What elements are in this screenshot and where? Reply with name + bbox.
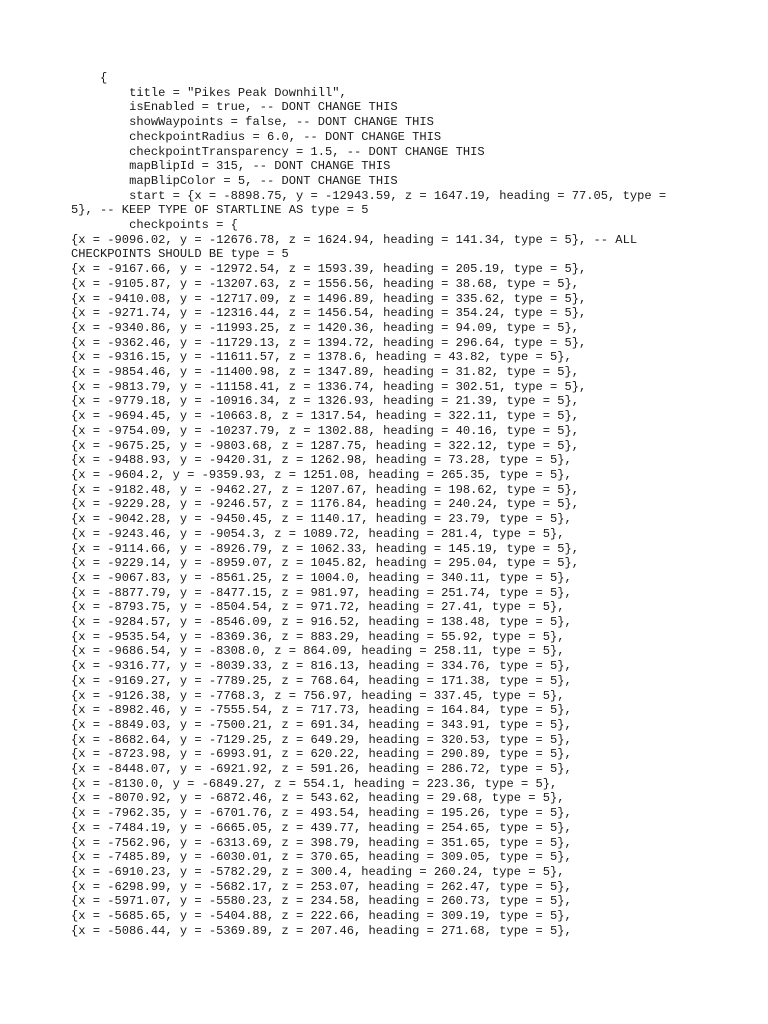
code-line: {x = -9126.38, y = -7768.3, z = 756.97, heading = 337.45, type = 5}, (71, 688, 565, 703)
code-line: mapBlipColor = 5, -- DONT CHANGE THIS (71, 173, 398, 188)
code-line: {x = -9488.93, y = -9420.31, z = 1262.98, heading = 73.28, type = 5}, (71, 453, 572, 468)
code-line: {x = -8793.75, y = -8504.54, z = 971.72, heading = 27.41, type = 5}, (71, 600, 565, 615)
code-line: isEnabled = true, -- DONT CHANGE THIS (71, 100, 398, 115)
code-line: {x = -8130.0, y = -6849.27, z = 554.1, heading = 223.36, type = 5}, (71, 776, 558, 791)
code-line: {x = -7484.19, y = -6665.05, z = 439.77, heading = 254.65, type = 5}, (71, 820, 572, 835)
code-line: {x = -9410.08, y = -12717.09, z = 1496.89, heading = 335.62, type = 5}, (71, 291, 587, 306)
code-line: {x = -9169.27, y = -7789.25, z = 768.64, heading = 171.38, type = 5}, (71, 673, 572, 688)
code-line: checkpointTransparency = 1.5, -- DONT CHANGE THIS (71, 144, 485, 159)
code-line: {x = -9779.18, y = -10916.34, z = 1326.93, heading = 21.39, type = 5}, (71, 394, 580, 409)
code-line: {x = -9114.66, y = -8926.79, z = 1062.33, heading = 145.19, type = 5}, (71, 541, 580, 556)
code-line: mapBlipId = 315, -- DONT CHANGE THIS (71, 159, 391, 174)
code-line: {x = -5971.07, y = -5580.23, z = 234.58, heading = 260.73, type = 5}, (71, 894, 572, 909)
code-line: {x = -7562.96, y = -6313.69, z = 398.79, heading = 351.65, type = 5}, (71, 835, 572, 850)
code-line: {x = -9675.25, y = -9803.68, z = 1287.75, heading = 322.12, type = 5}, (71, 438, 580, 453)
code-line: {x = -9362.46, y = -11729.13, z = 1394.72, heading = 296.64, type = 5}, (71, 335, 587, 350)
code-line: checkpointRadius = 6.0, -- DONT CHANGE THIS (71, 129, 442, 144)
code-line: {x = -9229.14, y = -8959.07, z = 1045.82, heading = 295.04, type = 5}, (71, 556, 580, 571)
code-line: {x = -8682.64, y = -7129.25, z = 649.29, heading = 320.53, type = 5}, (71, 732, 572, 747)
code-line: {x = -7485.89, y = -6030.01, z = 370.65, heading = 309.05, type = 5}, (71, 850, 572, 865)
code-line: {x = -8723.98, y = -6993.91, z = 620.22, heading = 290.89, type = 5}, (71, 747, 572, 762)
code-line: {x = -8877.79, y = -8477.15, z = 981.97, heading = 251.74, type = 5}, (71, 585, 572, 600)
code-line: {x = -9340.86, y = -11993.25, z = 1420.36, heading = 94.09, type = 5}, (71, 320, 580, 335)
code-line: showWaypoints = false, -- DONT CHANGE THIS (71, 115, 434, 130)
code-line: {x = -9167.66, y = -12972.54, z = 1593.39, heading = 205.19, type = 5}, (71, 262, 587, 277)
code-line: {x = -8849.03, y = -7500.21, z = 691.34, heading = 343.91, type = 5}, (71, 717, 572, 732)
code-line: {x = -9813.79, y = -11158.41, z = 1336.74, heading = 302.51, type = 5}, (71, 379, 587, 394)
code-line: start = {x = -8898.75, y = -12943.59, z = 1647.19, heading = 77.05, type = 5}, -- KEEP TYPE OF STARTLINE AS type = 5 (71, 188, 674, 218)
code-line: {x = -9182.48, y = -9462.27, z = 1207.67, heading = 198.62, type = 5}, (71, 482, 580, 497)
code-line: {x = -9535.54, y = -8369.36, z = 883.29, heading = 55.92, type = 5}, (71, 629, 565, 644)
code-line: {x = -9694.45, y = -10663.8, z = 1317.54, heading = 322.11, type = 5}, (71, 409, 580, 424)
code-line: {x = -8070.92, y = -6872.46, z = 543.62, heading = 29.68, type = 5}, (71, 791, 565, 806)
code-line: {x = -9042.28, y = -9450.45, z = 1140.17, heading = 23.79, type = 5}, (71, 512, 572, 527)
code-line: {x = -5086.44, y = -5369.89, z = 207.46, heading = 271.68, type = 5}, (71, 923, 572, 938)
code-document (71, 71, 695, 938)
code-line: {x = -9604.2, y = -9359.93, z = 1251.08, heading = 265.35, type = 5}, (71, 467, 572, 482)
code-line: {x = -9316.15, y = -11611.57, z = 1378.6, heading = 43.82, type = 5}, (71, 350, 572, 365)
code-line: {x = -9243.46, y = -9054.3, z = 1089.72, heading = 281.4, type = 5}, (71, 526, 565, 541)
code-line: {x = -9316.77, y = -8039.33, z = 816.13, heading = 334.76, type = 5}, (71, 659, 572, 674)
code-line: {x = -8448.07, y = -6921.92, z = 591.26, heading = 286.72, type = 5}, (71, 762, 572, 777)
code-line: title = "Pikes Peak Downhill", (71, 85, 347, 100)
code-line: {x = -9105.87, y = -13207.63, z = 1556.56, heading = 38.68, type = 5}, (71, 276, 580, 291)
code-line: {x = -5685.65, y = -5404.88, z = 222.66, heading = 309.19, type = 5}, (71, 909, 572, 924)
code-line: {x = -6298.99, y = -5682.17, z = 253.07, heading = 262.47, type = 5}, (71, 879, 572, 894)
code-line: {x = -8982.46, y = -7555.54, z = 717.73, heading = 164.84, type = 5}, (71, 703, 572, 718)
code-line: {x = -7962.35, y = -6701.76, z = 493.54, heading = 195.26, type = 5}, (71, 806, 572, 821)
code-line: { (71, 71, 108, 85)
code-line: {x = -9854.46, y = -11400.98, z = 1347.89, heading = 31.82, type = 5}, (71, 365, 580, 380)
code-line: {x = -9096.02, y = -12676.78, z = 1624.94, heading = 141.34, type = 5}, -- ALL CHECKPOINTS SHOULD BE type = 5 (71, 232, 645, 262)
code-line: checkpoints = { (71, 218, 238, 233)
code-line: {x = -6910.23, y = -5782.29, z = 300.4, heading = 260.24, type = 5}, (71, 864, 565, 879)
code-line: {x = -9754.09, y = -10237.79, z = 1302.88, heading = 40.16, type = 5}, (71, 423, 580, 438)
code-line: {x = -9284.57, y = -8546.09, z = 916.52, heading = 138.48, type = 5}, (71, 615, 572, 630)
code-line: {x = -9271.74, y = -12316.44, z = 1456.54, heading = 354.24, type = 5}, (71, 306, 587, 321)
code-line: {x = -9067.83, y = -8561.25, z = 1004.0, heading = 340.11, type = 5}, (71, 570, 572, 585)
code-line: {x = -9686.54, y = -8308.0, z = 864.09, heading = 258.11, type = 5}, (71, 644, 565, 659)
code-line: {x = -9229.28, y = -9246.57, z = 1176.84, heading = 240.24, type = 5}, (71, 497, 580, 512)
